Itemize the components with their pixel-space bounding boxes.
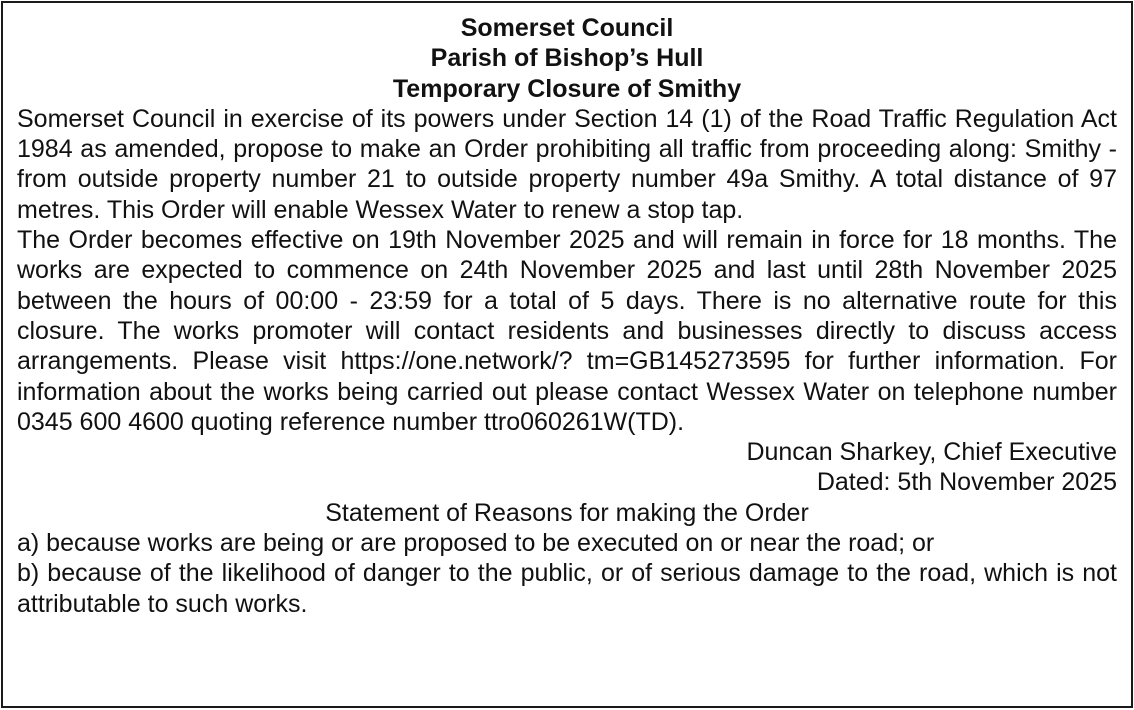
public-notice (1, 1, 1133, 708)
reason-a: a) because works are being or are proposed to be executed on or near the road; or (17, 529, 935, 558)
reasons-heading: Statement of Reasons for making the Order (325, 498, 809, 527)
authority-heading: Somerset Council (460, 14, 674, 42)
order-paragraph: Somerset Council in exercise of its powers under Section 14 (1) of the Road Traffic Regulation Act 1984 as amended, propose to make an Order prohibiting all traffic from proceeding along: Smithy - from outside property number 21 to outside property number 49a Smithy. A total distance of 97 metres. This Order will enable Wessex Water to renew a stop tap. (17, 104, 1117, 224)
details-paragraph: The Order becomes effective on 19th November 2025 and will remain in force for 18 months. The works are expected to commence on 24th November 2025 and last until 28th November 2025 between the hours of 00:00 - 23:59 for a total of 5 days. There is no alternative route for this closure. The works promoter will contact residents and businesses directly to discuss access arrangements. Please visit https://one.network/? tm=GB145273595 for further information. For information about the works being carried out please contact Wessex Water on telephone number 0345 600 4600 quoting reference number ttro060261W(TD). (17, 226, 1117, 436)
reason-b: b) because of the likelihood of danger to the public, or of serious damage to the road, which is not attributable to such works. (17, 559, 1117, 618)
signatory: Duncan Sharkey, Chief Executive (746, 438, 1117, 467)
notice-title: Temporary Closure of Smithy (392, 74, 742, 103)
date-line: Dated: 5th November 2025 (816, 468, 1117, 497)
parish-heading: Parish of Bishop’s Hull (430, 44, 704, 73)
